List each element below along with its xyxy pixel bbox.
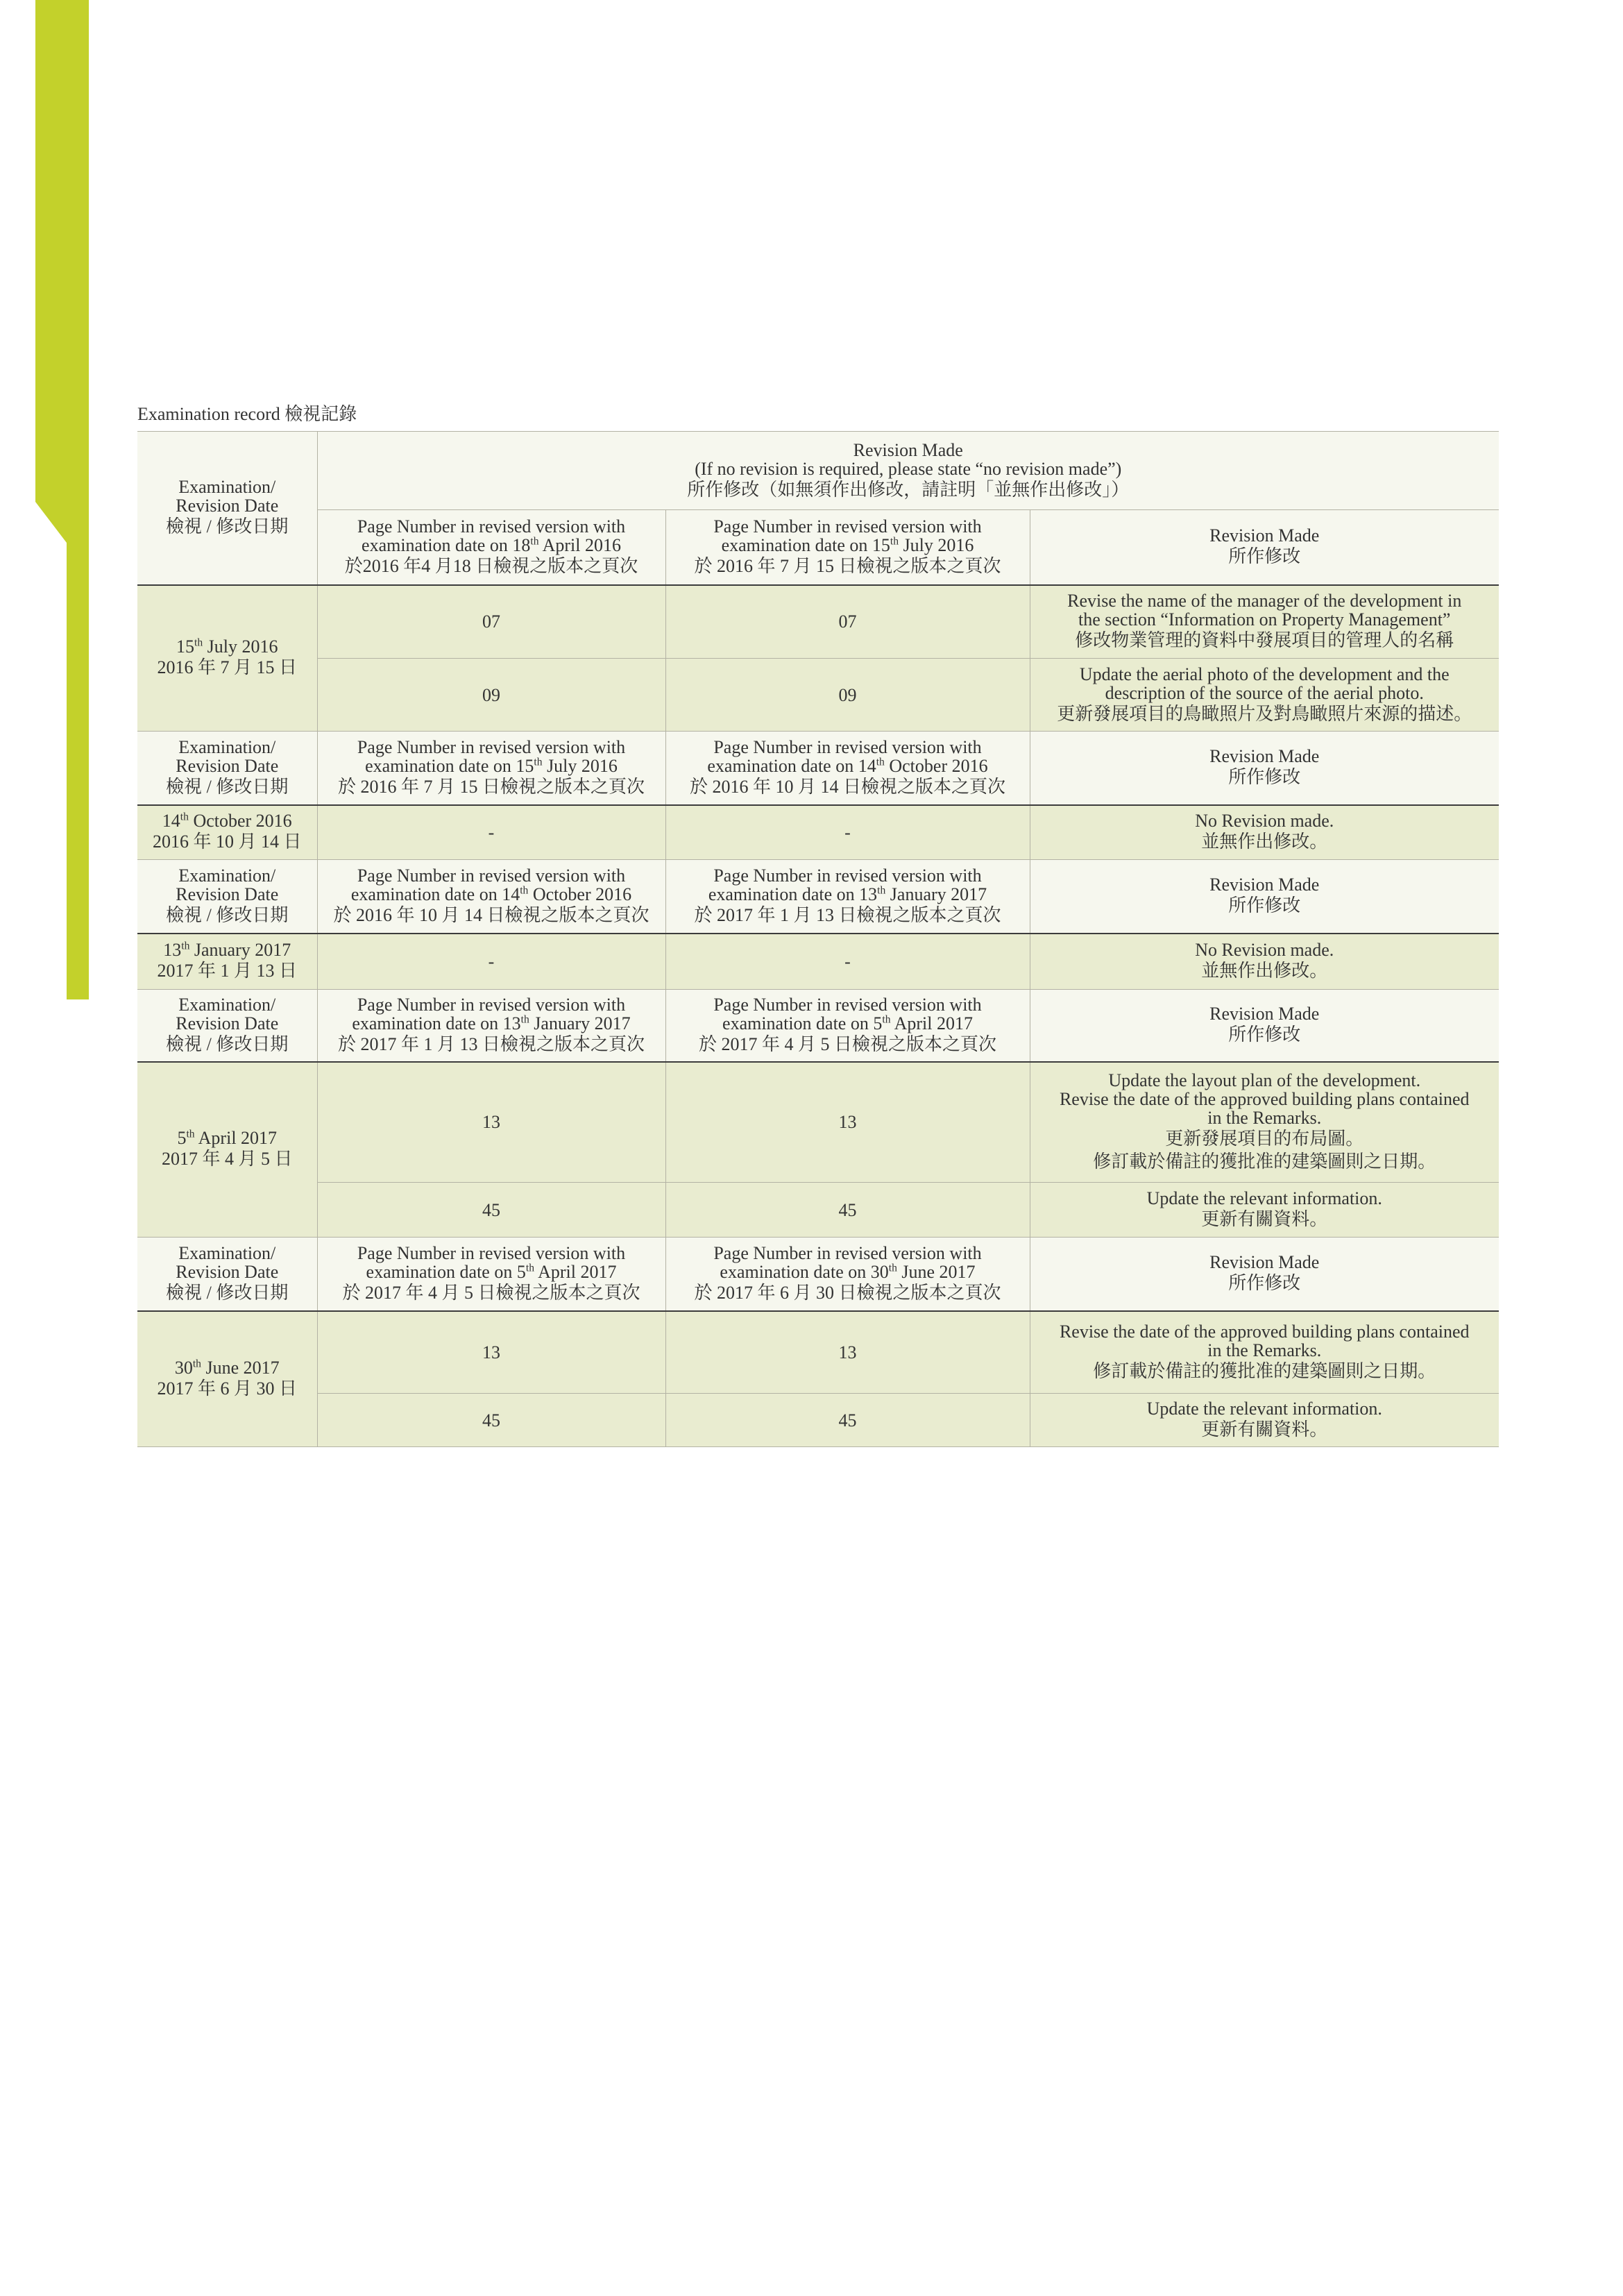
previous-page-number-cell [317, 585, 665, 659]
revised-page-number-cell [665, 585, 1030, 659]
examination-record-table [137, 431, 1499, 1447]
previous-page-number: 45 [482, 1199, 500, 1220]
revision-description-cell-line-en: No Revision made. [1195, 811, 1334, 832]
record-date-cell-line-en: 15th July 2016 [176, 636, 278, 657]
revised-version-page-header-line-zh: 於 2016 年 7 月 15 日檢視之版本之頁次 [694, 555, 1001, 576]
revised-version-page-header-line-zh: 於 2017 年 1 月 13 日檢視之版本之頁次 [694, 904, 1001, 925]
revision-description-cell-line-en: description of the source of the aerial photo. [1105, 682, 1424, 703]
record-date-cell-line-zh: 2017 年 6 月 30 日 [157, 1378, 297, 1399]
date-column-header-line-en: Examination/ [178, 736, 276, 757]
previous-page-number-cell [317, 934, 665, 990]
revised-version-page-header-line-en: Page Number in revised version with [713, 516, 982, 537]
table-header-row [137, 432, 1499, 510]
revised-version-page-header-line-zh: 於 2017 年 4 月 5 日檢視之版本之頁次 [698, 1033, 996, 1054]
record-date-cell [137, 1311, 317, 1447]
record-date-cell [137, 585, 317, 732]
table-header-row [137, 860, 1499, 934]
previous-version-page-header-line-en: examination date on 14th October 2016 [350, 884, 632, 904]
previous-version-page-header [317, 732, 665, 805]
previous-page-number-cell [317, 659, 665, 732]
revised-page-number: - [844, 951, 851, 972]
previous-version-page-header-line-en: Page Number in revised version with [357, 1242, 626, 1263]
previous-page-number-cell [317, 805, 665, 860]
record-date-cell-line-zh: 2016 年 10 月 14 日 [152, 832, 302, 852]
record-row [137, 1183, 1499, 1238]
revised-page-number-cell [665, 1311, 1030, 1394]
revised-version-page-header-line-en: examination date on 30th June 2017 [720, 1261, 976, 1282]
date-column-header-line-zh: 檢視 / 修改日期 [166, 904, 289, 925]
revised-version-page-header-line-en: Page Number in revised version with [713, 736, 982, 757]
previous-version-page-header-line-en: examination date on 18th April 2016 [362, 534, 621, 555]
revision-made-column-header-line-zh: 所作修改 [1228, 895, 1301, 916]
date-column-header [137, 990, 317, 1062]
revised-page-number-cell [665, 659, 1030, 732]
previous-page-number: 13 [482, 1112, 500, 1133]
record-row [137, 934, 1499, 990]
record-date-cell-line-en: 30th June 2017 [174, 1357, 280, 1378]
revision-description-cell-line-zh: 修訂載於備註的獲批准的建築圖則之日期。 [1093, 1360, 1436, 1381]
date-column-header-line-en: Examination/ [178, 477, 276, 498]
revision-description-cell-line-en: in the Remarks. [1207, 1340, 1322, 1360]
revision-description-cell-line-zh: 修改物業管理的資料中發展項目的管理人的名稱 [1075, 630, 1454, 651]
revision-made-note-header [317, 432, 1499, 510]
revised-page-number: 45 [838, 1199, 857, 1220]
previous-version-page-header-line-en: Page Number in revised version with [357, 865, 626, 886]
revision-made-column-header-line-zh: 所作修改 [1228, 546, 1301, 567]
previous-page-number: 09 [482, 684, 500, 705]
revision-description-cell [1030, 585, 1499, 659]
revised-page-number-cell [665, 1183, 1030, 1238]
record-row [137, 1062, 1499, 1183]
revision-made-column-header-line-en: Revision Made [1209, 1004, 1320, 1024]
revised-page-number-cell [665, 1062, 1030, 1183]
revision-made-column-header-line-en: Revision Made [1209, 875, 1320, 895]
revision-made-column-header-line-zh: 所作修改 [1228, 1024, 1301, 1045]
revised-version-page-header [665, 1238, 1030, 1311]
date-column-header [137, 860, 317, 934]
date-column-header-line-zh: 檢視 / 修改日期 [166, 1033, 289, 1054]
record-date-cell [137, 1062, 317, 1238]
previous-page-number: 45 [482, 1410, 500, 1430]
revised-page-number: - [844, 822, 851, 843]
date-column-header-line-en: Revision Date [176, 496, 279, 516]
revised-version-page-header [665, 732, 1030, 805]
accent-bar-shape [35, 0, 89, 999]
revised-version-page-header-line-en: examination date on 15th July 2016 [721, 534, 974, 555]
revision-description-cell-line-zh: 並無作出修改。 [1201, 961, 1328, 981]
revised-version-page-header [665, 510, 1030, 585]
revised-version-page-header-line-zh: 於 2016 年 10 月 14 日檢視之版本之頁次 [689, 776, 1005, 797]
record-date-cell-line-en: 5th April 2017 [177, 1128, 278, 1149]
previous-version-page-header-line-zh: 於 2016 年 7 月 15 日檢視之版本之頁次 [337, 776, 645, 797]
revision-description-cell-line-zh: 更新發展項目的鳥瞰照片及對鳥瞰照片來源的描述。 [1057, 703, 1472, 724]
revision-description-cell-line-en: Revise the date of the approved building plans contained [1059, 1321, 1470, 1342]
revision-description-cell-line-en: the section “Information on Property Management” [1078, 609, 1451, 630]
previous-version-page-header [317, 1238, 665, 1311]
date-column-header-line-en: Revision Date [176, 1013, 279, 1033]
revised-version-page-header-line-en: Page Number in revised version with [713, 1242, 982, 1263]
table-subheader-row [137, 510, 1499, 585]
date-column-header-line-en: Examination/ [178, 994, 276, 1015]
previous-page-number-cell [317, 1394, 665, 1447]
revision-description-cell-line-en: Revise the name of the manager of the development in [1067, 591, 1462, 611]
revised-page-number: 13 [838, 1112, 857, 1133]
date-column-header-line-en: Revision Date [176, 755, 279, 776]
record-date-cell-line-en: 13th January 2017 [163, 940, 291, 961]
previous-version-page-header-line-en: examination date on 13th January 2017 [352, 1013, 631, 1033]
revision-description-cell-line-zh: 更新發展項目的布局圖。 [1165, 1129, 1364, 1149]
table-header-row [137, 990, 1499, 1062]
revised-page-number: 07 [838, 611, 857, 632]
previous-version-page-header-line-zh: 於 2017 年 1 月 13 日檢視之版本之頁次 [337, 1033, 645, 1054]
revision-made-column-header-line-zh: 所作修改 [1228, 767, 1301, 788]
previous-page-number-cell [317, 1183, 665, 1238]
previous-version-page-header-line-zh: 於 2016 年 10 月 14 日檢視之版本之頁次 [333, 904, 649, 925]
revision-description-cell-line-en: Update the relevant information. [1146, 1399, 1382, 1419]
date-column-header-line-zh: 檢視 / 修改日期 [166, 516, 289, 537]
revision-description-cell [1030, 1394, 1499, 1447]
revision-description-cell-line-zh: 更新有關資料。 [1201, 1419, 1328, 1440]
revision-made-note-header-line-en: Revision Made [853, 439, 963, 460]
revision-made-column-header-line-zh: 所作修改 [1228, 1273, 1301, 1294]
record-row [137, 1394, 1499, 1447]
previous-page-number: - [488, 822, 495, 843]
date-column-header-line-en: Revision Date [176, 884, 279, 904]
revised-page-number-cell [665, 805, 1030, 860]
revised-page-number: 45 [838, 1410, 857, 1430]
record-row [137, 659, 1499, 732]
date-column-header [137, 432, 317, 585]
revision-description-cell-line-zh: 修訂載於備註的獲批准的建築圖則之日期。 [1093, 1151, 1436, 1172]
previous-version-page-header-line-zh: 於 2017 年 4 月 5 日檢視之版本之頁次 [342, 1282, 640, 1303]
revision-description-cell-line-en: No Revision made. [1195, 940, 1334, 961]
previous-version-page-header [317, 510, 665, 585]
revision-made-note-header-line-zh: 所作修改（如無須作出修改，請註明「並無作出修改」） [687, 479, 1130, 500]
previous-version-page-header-line-en: Page Number in revised version with [357, 736, 626, 757]
previous-page-number-cell [317, 1311, 665, 1394]
revision-description-cell-line-zh: 並無作出修改。 [1201, 832, 1328, 852]
revision-made-column-header [1030, 990, 1499, 1062]
record-date-cell-line-zh: 2016 年 7 月 15 日 [157, 657, 297, 678]
revision-made-column-header [1030, 860, 1499, 934]
revised-version-page-header-line-zh: 於 2017 年 6 月 30 日檢視之版本之頁次 [694, 1282, 1001, 1303]
previous-version-page-header-line-en: examination date on 15th July 2016 [365, 755, 618, 776]
revised-version-page-header-line-en: examination date on 14th October 2016 [707, 755, 988, 776]
revision-description-cell-line-zh: 更新有關資料。 [1201, 1209, 1328, 1229]
previous-page-number: 13 [482, 1342, 500, 1362]
revision-description-cell-line-en: in the Remarks. [1207, 1108, 1322, 1129]
revision-made-column-header-line-en: Revision Made [1209, 525, 1320, 546]
previous-version-page-header-line-zh: 於2016 年4 月18 日檢視之版本之頁次 [344, 555, 638, 576]
table-caption: Examination record 檢視記錄 [137, 404, 357, 424]
revision-description-cell [1030, 659, 1499, 732]
date-column-header-line-zh: 檢視 / 修改日期 [166, 1282, 289, 1303]
revision-made-column-header-line-en: Revision Made [1209, 746, 1320, 767]
accent-bar [0, 0, 90, 1003]
previous-version-page-header-line-en: examination date on 5th April 2017 [366, 1261, 617, 1282]
date-column-header [137, 732, 317, 805]
previous-version-page-header-line-en: Page Number in revised version with [357, 516, 626, 537]
date-column-header-line-zh: 檢視 / 修改日期 [166, 776, 289, 797]
revision-description-cell-line-en: Revise the date of the approved building plans contained [1059, 1089, 1470, 1110]
previous-version-page-header [317, 990, 665, 1062]
revision-description-cell [1030, 1311, 1499, 1394]
record-date-cell-line-zh: 2017 年 1 月 13 日 [157, 961, 297, 981]
revised-version-page-header-line-en: examination date on 13th January 2017 [708, 884, 987, 904]
date-column-header-line-en: Revision Date [176, 1261, 279, 1282]
record-date-cell-line-zh: 2017 年 4 月 5 日 [161, 1149, 293, 1170]
revision-description-cell-line-en: Update the layout plan of the development. [1108, 1070, 1421, 1091]
previous-page-number: - [488, 951, 495, 972]
revision-made-column-header [1030, 732, 1499, 805]
previous-page-number: 07 [482, 611, 500, 632]
revised-version-page-header-line-en: Page Number in revised version with [713, 865, 982, 886]
record-date-cell [137, 805, 317, 860]
table-header-row [137, 732, 1499, 805]
record-date-cell-line-en: 14th October 2016 [162, 811, 292, 832]
record-row [137, 585, 1499, 659]
revised-page-number: 13 [838, 1342, 857, 1362]
record-date-cell [137, 934, 317, 990]
revision-description-cell [1030, 1062, 1499, 1183]
revision-description-cell-line-en: Update the relevant information. [1146, 1188, 1382, 1208]
revised-version-page-header-line-en: Page Number in revised version with [713, 994, 982, 1015]
examination-record-body [137, 432, 1499, 1447]
date-column-header-line-en: Examination/ [178, 1242, 276, 1263]
revised-page-number: 09 [838, 684, 857, 705]
revision-made-column-header [1030, 1238, 1499, 1311]
revised-version-page-header [665, 990, 1030, 1062]
table-header-row [137, 1238, 1499, 1311]
revision-made-column-header [1030, 510, 1499, 585]
revision-description-cell [1030, 934, 1499, 990]
revised-page-number-cell [665, 934, 1030, 990]
previous-version-page-header-line-en: Page Number in revised version with [357, 994, 626, 1015]
revised-version-page-header [665, 860, 1030, 934]
date-column-header-line-en: Examination/ [178, 865, 276, 886]
revision-made-column-header-line-en: Revision Made [1209, 1252, 1320, 1273]
revision-description-cell [1030, 805, 1499, 860]
revision-description-cell-line-en: Update the aerial photo of the development and the [1079, 664, 1450, 684]
date-column-header [137, 1238, 317, 1311]
record-row [137, 805, 1499, 860]
previous-version-page-header [317, 860, 665, 934]
revision-made-note-header-line-en: (If no revision is required, please state “no revision made”) [695, 458, 1122, 479]
revised-version-page-header-line-en: examination date on 5th April 2017 [722, 1013, 973, 1033]
revised-page-number-cell [665, 1394, 1030, 1447]
previous-page-number-cell [317, 1062, 665, 1183]
revision-description-cell [1030, 1183, 1499, 1238]
record-row [137, 1311, 1499, 1394]
